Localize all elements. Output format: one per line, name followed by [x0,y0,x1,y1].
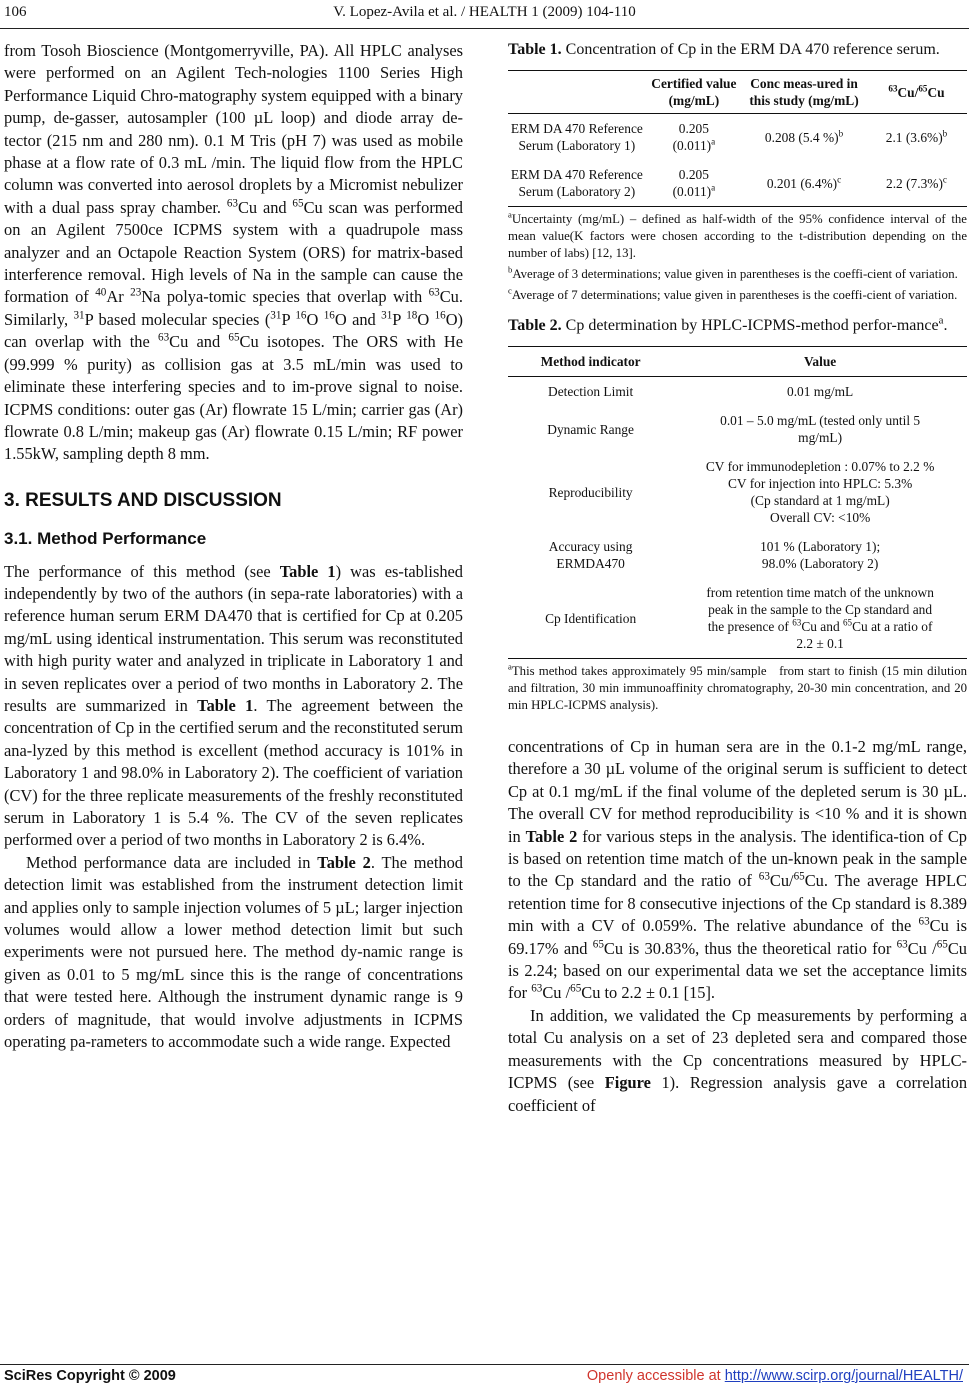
table1-cell-sample: ERM DA 470 Reference Serum (Laboratory 1) [510,121,643,153]
page-footer [0,1364,969,1388]
subsection-heading-method-performance: 3.1. Method Performance [4,529,207,549]
left-column [4,40,463,1053]
table2-note: $^a$This method takes approximately 95 min/sample from start to finish (15 min dilution and filtration, 30 min immunoaffinity chromatography, 20-30 min concentration, and 20 min HPLC-ICPMS analysis). [508,661,967,712]
table1-header-empty [508,71,646,114]
paragraph-concentrations: concentrations of Cp in human sera are in the 0.1-2 mg/mL range, therefore a 30 µL volume of the original serum is sufficient to detect Cp at 0.1 mg/mL if the final volume of the depleted serum is 30 µL. The overall CV for method reproducibility is <10 % and it is shown in Table 2 for various steps in the analysis. The identifica-tion of Cp is based on retention time match of the un-known peak in the sample to the Cp standard and the ratio of $^{63}$Cu/$^{65}$Cu. The average HPLC retention time for 8 consecutive injections of the Cp standard is 8.389 min with a CV of 0.059%. The relative abundance of the $^{63}$Cu is 69.17% and $^{65}$Cu is 30.83%, thus the theoretical ratio for $^{63}$Cu /$^{65}$Cu is 2.24; based on our experimental data we set the acceptance limits for $^{63}$Cu /$^{65}$Cu to 2.2 ± 0.1 [15]. [508,737,967,1003]
page-number: 106 [4,4,27,20]
copyright-notice: SciRes Copyright © 2009 [4,1368,176,1384]
table1-note-c: $^c$Average of 7 determinations; value given in parentheses is the coeffi-cient of variation. [508,285,958,302]
table1-note-a: $^a$Uncertainty (mg/mL) – defined as half-width of the 95% confidence interval of the mean value(K factors were chosen according to the t-distribution depending on the number of labs) [12, 13]. [508,209,967,260]
table2-cell-value: 0.01 – 5.0 mg/mL (tested only until 5 mg/mL) [720,413,921,445]
access-notice: Openly accessible at http://www.scirp.org/journal/HEALTH/ [586,1368,963,1384]
table2-cell-value: CV for immunodepletion : 0.07% to 2.2 % CV for injection into HPLC: 5.3% (Cp standard at 1 mg/mL) Overall CV: <10% [705,459,935,525]
table2-caption: Table 2. Cp determination by HPLC-ICPMS-method perfor-mance$^a$. [508,314,948,334]
section-heading-results: 3. RESULTS AND DISCUSSION [4,489,282,511]
table2-cell-indicator: Accuracy using ERMDA470 [548,539,633,571]
journal-link[interactable]: http://www.scirp.org/journal/HEALTH/ [724,1368,963,1384]
table1-cell-certified: 0.205 $(0.011)^a$ [672,121,716,153]
table1-header-ratio: $^{63}$Cu/$^{65}$Cu [866,71,967,114]
table-row [508,114,967,161]
table1-cell-measured: 0.208 (5.4 %)$^b$ [764,128,844,145]
table2-cell-indicator: Dynamic Range [547,421,634,437]
table2-cell-indicator: Reproducibility [548,484,633,500]
table2-cell-indicator: Cp Identification [508,578,673,659]
table2-cell-value: 0.01 mg/mL [787,384,854,399]
table2-header-indicator: Method indicator [508,347,673,377]
paragraph-method-data: Method performance data are included in Table 2. The method detection limit was established from the instrument detection limit and applies only to sample injection volumes of 5 µL; larger injection volumes would allow a lower method detection limit but such experiments were not pursued here. The method dy-namic range is given as 0.01 to 5 mg/mL since this is the range of concentrations that were tested here. Although the instrument dynamic range is 9 orders of magnitude, that would involve adjustments in ICPMS operating pa-rameters to accommodate such a wide range. Expected [4,852,463,1052]
table-row [508,452,967,532]
table1-header-measured: Conc meas-ured in this study (mg/mL) [742,71,866,114]
table1-cell-certified: 0.205 $(0.011)^a$ [646,160,742,207]
paragraph-validation: In addition, we validated the Cp measurements by performing a total Cu analysis on a set of 23 depleted sera and compared those measurements with the Cp concentrations measured by HPLC-ICPMS (see Figure 1). Regression analysis gave a correlation coefficient of [508,1005,968,1115]
footer-rule [0,1364,969,1365]
table1-note-b: $^b$Average of 3 determinations; value given in parentheses is the coeffi-cient of variation. [508,264,958,281]
right-column [508,40,967,1117]
paragraph-method-performance: The performance of this method (see Table 1) was es-tablished independently by two of the authors (in sepa-rate laboratories) with a reference human serum ERM DA470 that is certified for Cp at 0.205 mg/mL using identical instrumentation. This serum was reconstituted with high purity water and analyzed in triplicate in Laboratory 1 and in seven replicates over a period of two months in Laboratory 2. The results are summarized in Table 1. The agreement between the concentration of Cp in the certified serum and the reconstituted serum ana-lyzed by this method is excellent (method accuracy is 101% in Laboratory 1 and 98.0% in Laboratory 2). The coefficient of variation (CV) for the three replicate measurements of the freshly reconstituted serum in Laboratory 1 is 5.4 %. The CV of the seven replicates performed over a period of two months in Laboratory 2 is 6.4%. [4,561,463,850]
table-row [508,406,967,452]
table-row [508,578,967,659]
page-header [0,0,969,30]
table-row [508,160,967,207]
table2-cell-indicator: Detection Limit [548,384,634,399]
table-row [508,532,967,578]
paragraph-instrumentation: from Tosoh Bioscience (Montgomerryville, PA). All HPLC analyses were performed on an Agilent Tech-nologies 1100 Series High Performance Liquid Chro-matography system equipped with a binary pump, de-gasser, autosampler (100 µL loop) and diode array de-tector (215 nm and 280 nm). 0.1 M Tris (pH 7) was used as mobile phase at a flow rate of 0.3 mL /min. The liquid flow from the HPLC column was converted into aerosol droplets by a Micromist nebulizer with a dual pass spray chamber. $^{63}$Cu and $^{65}$Cu scan was performed on an Agilent 7500ce ICPMS system with a quadrupole mass analyzer and an Octapole Reaction System (ORS) for matrix-based interference removal. High levels of Na in the sample can cause the formation of $^{40}$Ar $^{23}$Na polya-tomic species that overlap with $^{63}$Cu. Similarly, $^{31}$P based molecular species ($^{31}$P $^{16}$O $^{16}$O and $^{31}$P $^{18}$O $^{16}$O) can overlap with the $^{63}$Cu and $^{65}$Cu isotopes. The ORS with He (99.999 % purity) as collision gas at 3.5 mL/min was used to eliminate these interfering species and to im-prove signal to noise. ICPMS conditions: outer gas (Ar) flowrate 15 L/min; carrier gas (Ar) flowrate 0.8 L/min; makeup gas (Ar) flowrate 0.15 L/min; RF power 1.55kW, sampling depth 8 mm. [4,41,464,464]
table2-cell-value: 101 % (Laboratory 1); 98.0% (Laboratory 2) [760,539,881,571]
table1-header-certified: Certified value (mg/mL) [646,71,742,114]
running-head: V. Lopez-Avila et al. / HEALTH 1 (2009) 104-110 [333,4,636,20]
table2-header-value: Value [673,347,967,377]
header-rule [0,28,969,29]
table1-cell-ratio: 2.1 $(3.6\%)^b$ [885,128,948,145]
table2-cell-value: from retention time match of the unknown peak in the sample to the Cp standard and the presence of $^{63}$Cu and $^{65}$Cu at a ratio of 2.2 ± 0.1 [673,578,967,659]
table1-cell-measured: 0.201 $(6.4\%)^c$ [742,160,866,207]
table-row [508,377,967,407]
table1-cell-sample: ERM DA 470 Reference Serum (Laboratory 2) [508,160,646,207]
table1-cell-ratio: 2.2 $(7.3\%)^c$ [866,160,967,207]
table2 [508,346,967,659]
table1-caption: Table 1. Concentration of Cp in the ERM DA 470 reference serum. [508,41,940,58]
table1 [508,70,967,207]
